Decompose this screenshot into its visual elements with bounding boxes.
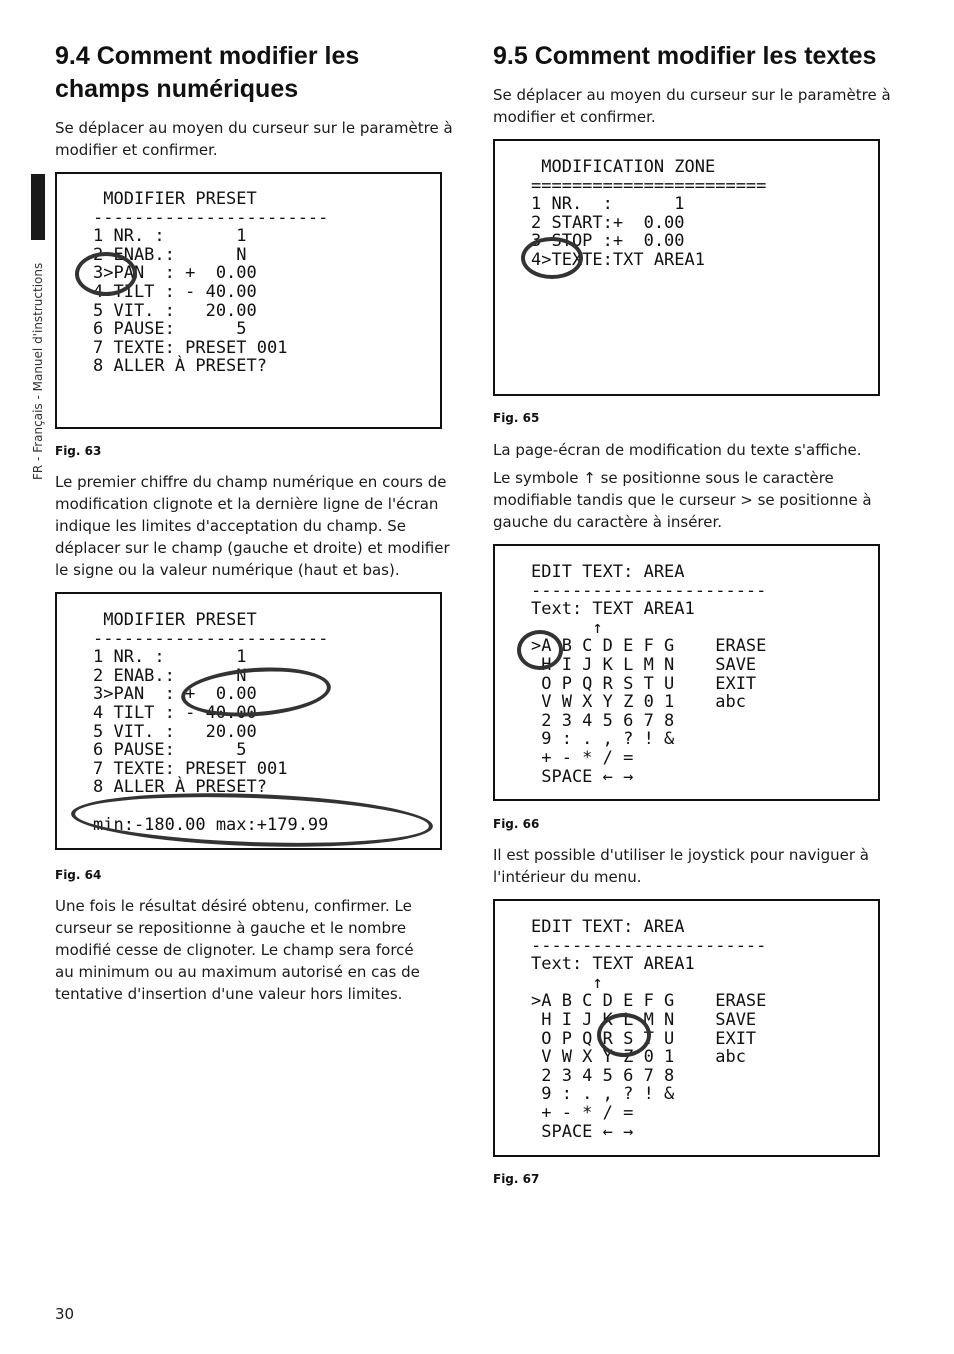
left-intro: Se déplacer au moyen du curseur sur le paramètre à modifier et confirmer.: [55, 119, 453, 159]
section-heading-9-4: [55, 40, 359, 106]
right-para3: Le symbole ↑ se positionne sous le caractère modifiable tandis que le curseur > se positionne à gauche du caractère à insérer.: [493, 469, 872, 531]
fig63-text: MODIFIER PRESET ----------------------- 1 NR. : 1 2 ENAB.: N 3>PAN : + 0.00 4 TILT : - 40.00 5 VIT. : 20.00 6 PAUSE: 5 7 TEXTE: PRESET 001 8 ALLER À PRESET?: [93, 189, 329, 377]
page-number: 30: [55, 1305, 75, 1323]
left-para2: Le premier chiffre du champ numérique en cours de modification clignote et la dernière ligne de l'écran indique les limites d'acceptation du champ. Se déplacer sur le champ (gauche et droite) et modifier le signe ou la valeur numérique (haut et bas).: [55, 473, 450, 579]
fig65-screen: [493, 139, 880, 396]
fig64-label: Fig. 64: [55, 868, 102, 882]
heading-line-1: 9.4 Comment modifier les: [55, 42, 360, 70]
fig64-text: MODIFIER PRESET ----------------------- 1 NR. : 1 2 ENAB.: N 3>PAN : + 0.00 4 TILT : - 40.00 5 VIT. : 20.00 6 PAUSE: 5 7 TEXTE: PRESET 001 8 ALLER À PRESET? min:-180.00 max:+179.99: [93, 610, 329, 835]
fig66-cursor-circle: [517, 630, 563, 670]
fig63-label: Fig. 63: [55, 444, 102, 458]
fig65-text: MODIFICATION ZONE ======================= 1 NR. : 1 2 START:+ 0.00 3 STOP :+ 0.00 4>TEXTE:TXT AREA1: [531, 157, 767, 270]
fig65-highlight-circle: [521, 237, 583, 279]
right-para4: Il est possible d'utiliser le joystick pour naviguer à l'intérieur du menu.: [493, 846, 869, 886]
fig66-text: EDIT TEXT: AREA ----------------------- Text: TEXT AREA1 ↑ >A B C D E F G ERASE H I J K L M N SAVE O P Q R S T U EXIT V W X Y Z 0 1 abc 2 3 4 5 6 7 8 9 : . , ? ! & + - * / = SPACE ← →: [531, 562, 767, 787]
section-heading-9-5: 9.5 Comment modifier les textes: [493, 42, 877, 70]
fig67-screen: [493, 899, 880, 1157]
fig63-screen: [55, 172, 442, 429]
right-para2: La page-écran de modification du texte s'affiche.: [493, 441, 862, 459]
fig67-text: EDIT TEXT: AREA ----------------------- Text: TEXT AREA1 ↑ >A B C D E F G ERASE H I J K L M N SAVE O P Q R S T U EXIT V W X Y Z 0 1 abc 2 3 4 5 6 7 8 9 : . , ? ! & + - * / = SPACE ← →: [531, 917, 767, 1142]
heading-line-2: champs numériques: [55, 75, 299, 103]
fig64-screen: [55, 592, 442, 850]
left-para3: Une fois le résultat désiré obtenu, confirmer. Le curseur se repositionne à gauche et le nombre modifié cesse de clignoter. Le champ sera forcé au minimum ou au maximum autorisé en cas de tentative d'insertion d'une valeur hors limites.: [55, 897, 420, 1003]
right-intro: Se déplacer au moyen du curseur sur le paramètre à modifier et confirmer.: [493, 86, 891, 126]
sidebar-label: FR - Français - Manuel d'instructions: [31, 262, 45, 480]
fig67-joystick-circle: [597, 1013, 651, 1057]
sidebar-marker: [31, 174, 45, 240]
fig64-limits-circle: [70, 788, 434, 850]
fig63-highlight-circle: [75, 252, 137, 296]
fig66-screen: [493, 544, 880, 801]
fig67-label: Fig. 67: [493, 1172, 540, 1186]
fig66-label: Fig. 66: [493, 817, 540, 831]
fig65-label: Fig. 65: [493, 411, 540, 425]
